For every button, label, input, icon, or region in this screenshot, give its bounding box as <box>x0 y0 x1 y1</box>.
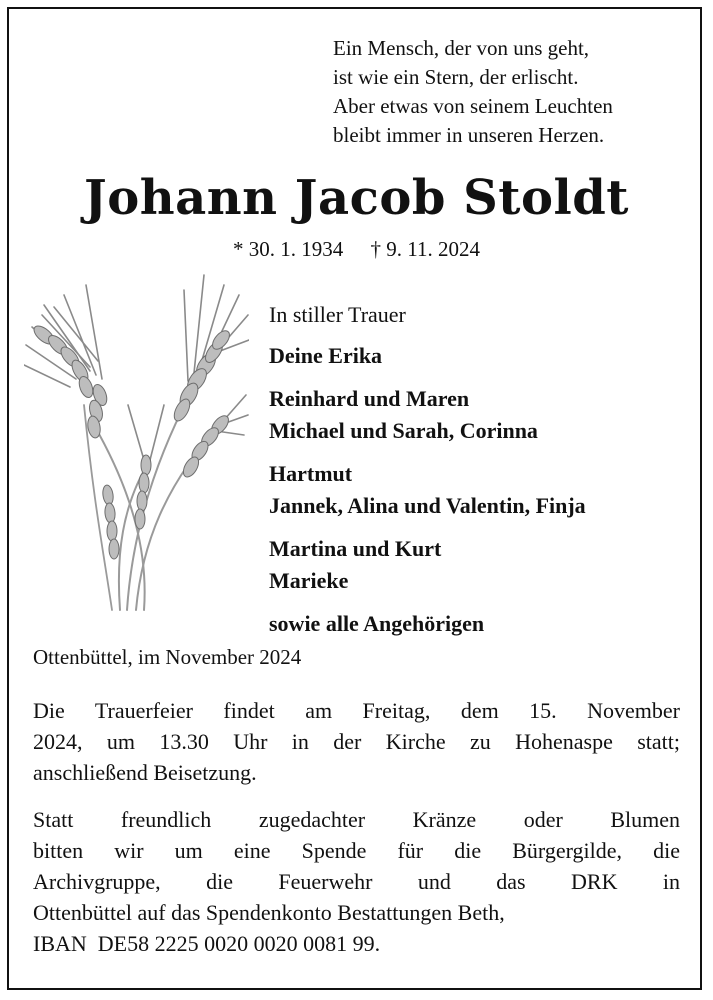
mourner-group <box>269 383 689 447</box>
mourner-line: Marieke <box>269 568 349 593</box>
place-and-date: Ottenbüttel, im November 2024 <box>33 645 302 669</box>
poem-line: bleibt immer in unseren Herzen. <box>333 123 605 147</box>
funeral-line: Die Trauerfeier findet am Freitag, dem 15. November <box>33 698 680 723</box>
mourners-list <box>269 301 689 640</box>
mourning-intro: In stiller Trauer <box>269 302 406 327</box>
donation-notice <box>33 804 680 959</box>
mourner-group <box>269 458 689 522</box>
mourner-line: Hartmut <box>269 461 353 486</box>
mourner-group <box>269 533 689 597</box>
mourner-line: Jannek, Alina und Valentin, Finja <box>269 493 586 518</box>
wheat-ears-icon <box>24 255 249 615</box>
birth-date: * 30. 1. 1934 <box>233 237 344 261</box>
poem <box>333 34 683 150</box>
mourner-line: Reinhard und Maren <box>269 386 470 411</box>
deceased-name: Johann Jacob Stoldt <box>84 170 629 226</box>
funeral-line: anschließend Beisetzung. <box>33 760 257 785</box>
mourner-line: Deine Erika <box>269 343 383 368</box>
donation-line: Archivgruppe, die Feuerwehr und das DRK in <box>33 869 680 894</box>
poem-line: ist wie ein Stern, der erlischt. <box>333 65 579 89</box>
poem-line: Ein Mensch, der von uns geht, <box>333 36 590 60</box>
donation-line: Statt freundlich zugedachter Kränze oder Blumen <box>33 807 680 832</box>
poem-line: Aber etwas von seinem Leuchten <box>333 94 613 118</box>
mourner-group <box>269 608 689 640</box>
mourner-line: Michael und Sarah, Corinna <box>269 418 538 443</box>
death-date: † 9. 11. 2024 <box>370 237 480 261</box>
funeral-notice <box>33 695 680 788</box>
funeral-line: 2024, um 13.30 Uhr in der Kirche zu Hohenaspe statt; <box>33 729 680 754</box>
mourner-line: Martina und Kurt <box>269 536 442 561</box>
mourner-group <box>269 340 689 372</box>
mourner-line: sowie alle Angehörigen <box>269 611 485 636</box>
donation-line: bitten wir um eine Spende für die Bürgergilde, die <box>33 838 680 863</box>
iban-line: IBAN DE58 2225 0020 0020 0081 99. <box>33 931 381 956</box>
donation-line: Ottenbüttel auf das Spendenkonto Bestattungen Beth, <box>33 900 505 925</box>
